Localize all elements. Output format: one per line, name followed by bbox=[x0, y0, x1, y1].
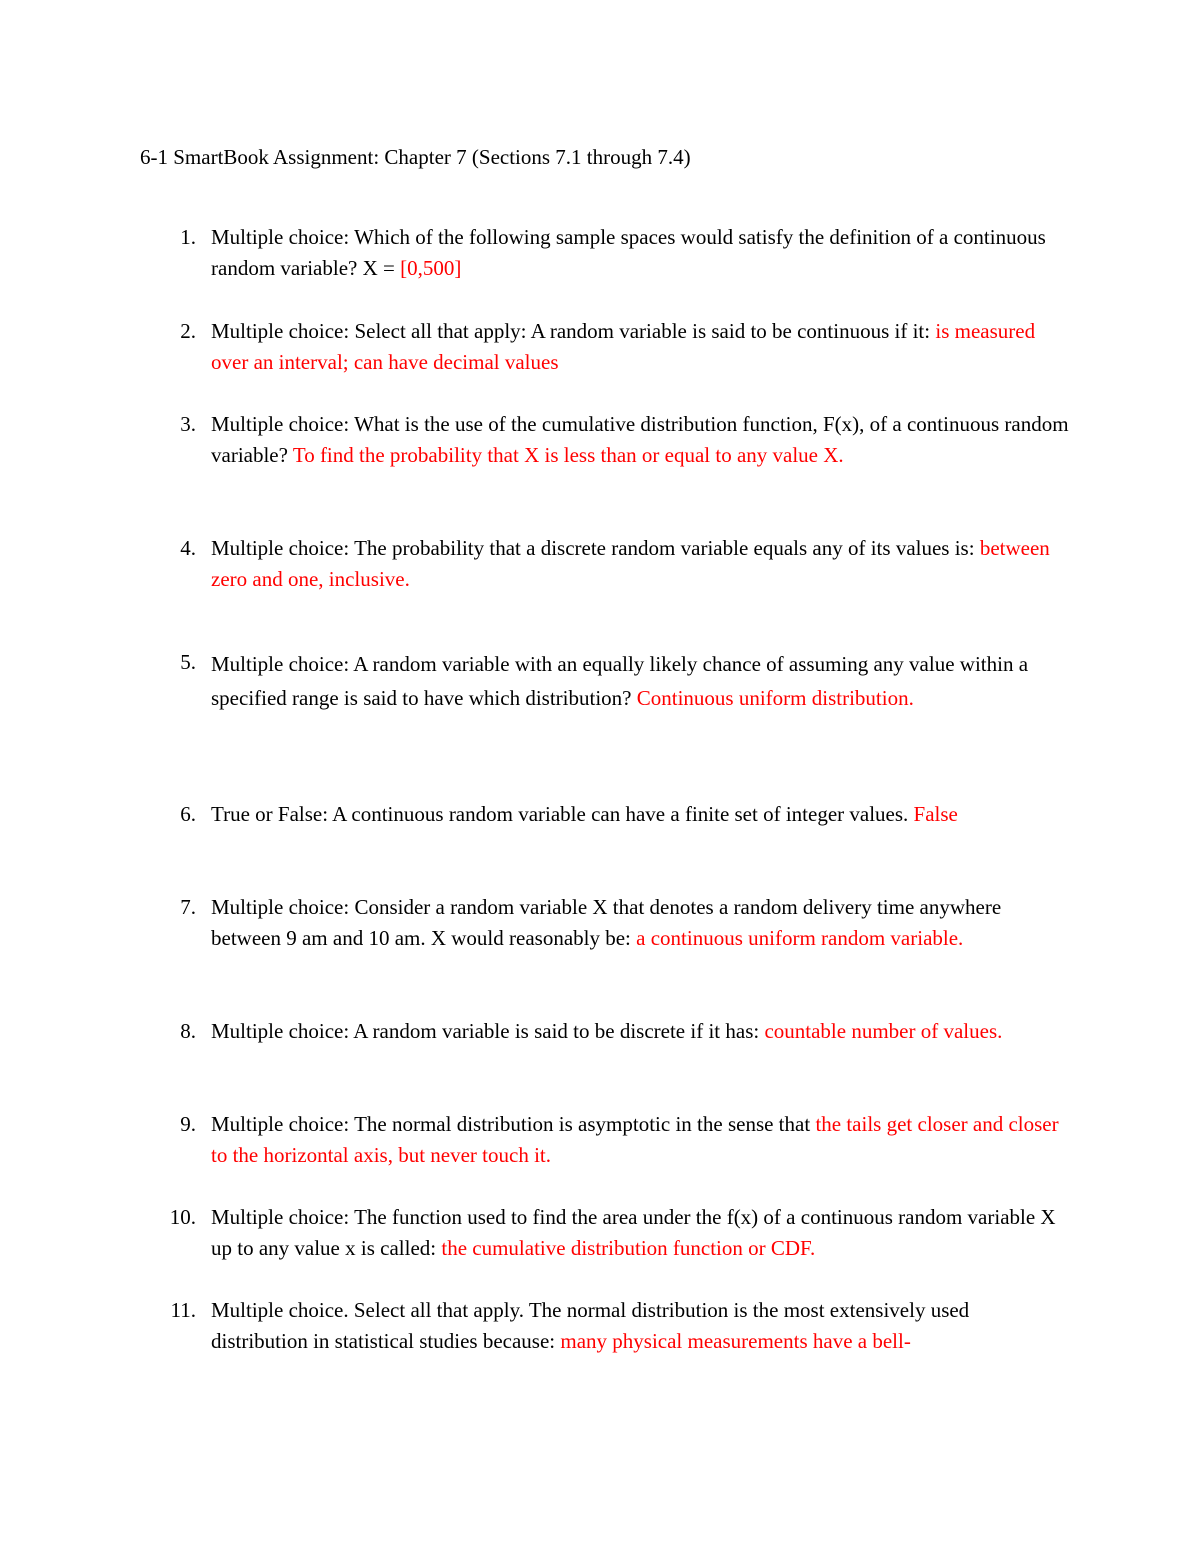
question-prompt: Multiple choice: The normal distribution is asymptotic in the sense that bbox=[211, 1112, 816, 1136]
question-number: 3. bbox=[180, 412, 196, 436]
answer-text: To find the probability that X is less than or equal to any value X. bbox=[292, 443, 844, 467]
question-10 bbox=[140, 1202, 1070, 1264]
question-1 bbox=[140, 222, 1070, 284]
question-body bbox=[211, 892, 1070, 954]
question-prompt: Multiple choice: Consider a random variable X that denotes a random delivery time anywhere between 9 am and 10 am. X would reasonably be: bbox=[211, 895, 1002, 950]
question-body bbox=[211, 647, 1070, 715]
question-number: 7. bbox=[180, 895, 196, 919]
question-11 bbox=[140, 1295, 1070, 1357]
question-8 bbox=[140, 1016, 1070, 1047]
answer-text: [0,500] bbox=[400, 256, 462, 280]
question-prompt: Multiple choice. Select all that apply. The normal distribution is the most extensively used distribution in statistical studies because: bbox=[211, 1298, 970, 1353]
question-body bbox=[211, 533, 1070, 595]
question-prompt: Multiple choice: The function used to find the area under the f(x) of a continuous random variable X up to any value x is called: bbox=[211, 1205, 1056, 1260]
question-number: 9. bbox=[180, 1112, 196, 1136]
answer-text: False bbox=[913, 802, 958, 826]
answer-text: is measured over an interval; can have decimal values bbox=[211, 319, 1036, 374]
question-body bbox=[211, 222, 1070, 284]
question-5 bbox=[140, 647, 1070, 715]
question-prompt: Multiple choice: A random variable is said to be discrete if it has: bbox=[211, 1019, 765, 1043]
answer-text: between zero and one, inclusive. bbox=[211, 536, 1050, 591]
question-body bbox=[211, 799, 1070, 830]
question-number: 4. bbox=[180, 536, 196, 560]
answer-text: Continuous uniform distribution. bbox=[636, 686, 914, 710]
answer-text: the cumulative distribution function or CDF. bbox=[441, 1236, 816, 1260]
question-4 bbox=[140, 533, 1070, 595]
question-2 bbox=[140, 316, 1070, 378]
question-number: 6. bbox=[180, 802, 196, 826]
page-title: 6-1 SmartBook Assignment: Chapter 7 (Sections 7.1 through 7.4) bbox=[140, 145, 691, 169]
answer-text: countable number of values. bbox=[764, 1019, 1003, 1043]
question-prompt: Multiple choice: A random variable with an equally likely chance of assuming any value within a specified range is said to have which distribution? bbox=[211, 652, 1029, 710]
answer-text: the tails get closer and closer to the horizontal axis, but never touch it. bbox=[211, 1112, 1059, 1167]
answer-text: a continuous uniform random variable. bbox=[636, 926, 964, 950]
question-6 bbox=[140, 799, 1070, 830]
question-number: 2. bbox=[180, 319, 196, 343]
question-body bbox=[211, 316, 1070, 378]
question-number: 8. bbox=[180, 1019, 196, 1043]
question-body bbox=[211, 409, 1070, 471]
question-prompt: Multiple choice: Select all that apply: A random variable is said to be continuous if it: bbox=[211, 319, 936, 343]
question-prompt: Multiple choice: The probability that a discrete random variable equals any of its values is: bbox=[211, 536, 980, 560]
question-body bbox=[211, 1016, 1070, 1047]
question-number: 5. bbox=[180, 650, 196, 674]
question-prompt: Multiple choice: What is the use of the cumulative distribution function, F(x), of a continuous random variable? bbox=[211, 412, 1069, 467]
answer-text: many physical measurements have a bell- bbox=[560, 1329, 911, 1353]
question-body bbox=[211, 1202, 1070, 1264]
question-prompt: Multiple choice: Which of the following sample spaces would satisfy the definition of a continuous random variable? X = bbox=[211, 225, 1046, 280]
question-body bbox=[211, 1295, 1070, 1357]
question-number: 11. bbox=[170, 1298, 196, 1322]
question-number: 1. bbox=[180, 225, 196, 249]
question-number: 10. bbox=[169, 1205, 196, 1229]
question-body bbox=[211, 1109, 1070, 1171]
question-9 bbox=[140, 1109, 1070, 1171]
question-3 bbox=[140, 409, 1070, 471]
question-7 bbox=[140, 892, 1070, 954]
question-prompt: True or False: A continuous random variable can have a finite set of integer values. bbox=[211, 802, 914, 826]
